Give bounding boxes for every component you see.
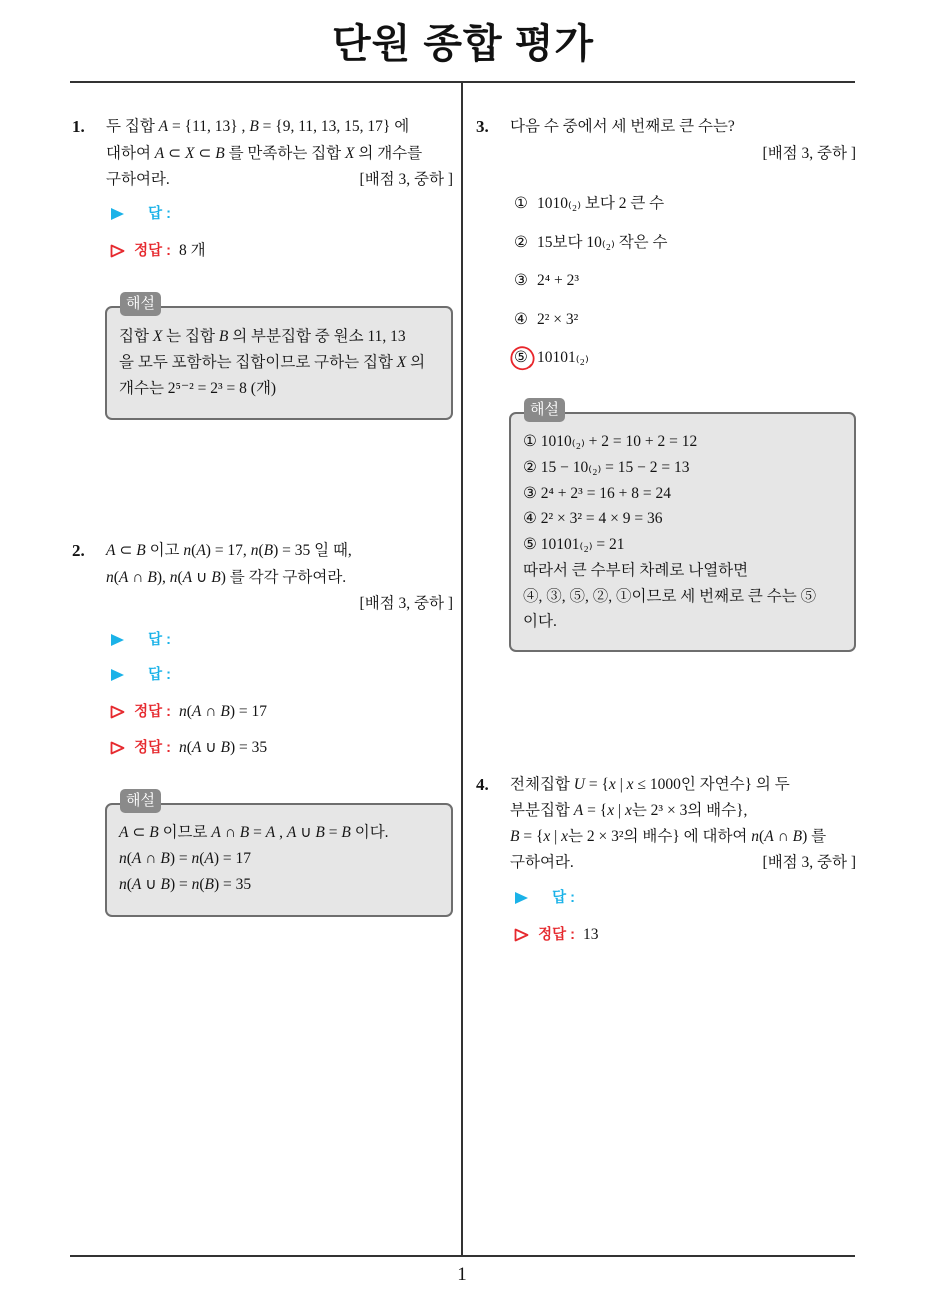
option-text: 2² × 3² bbox=[537, 310, 579, 328]
math-variable: x bbox=[543, 828, 551, 845]
math-variable: A bbox=[204, 850, 214, 867]
math-variable: B bbox=[220, 703, 230, 720]
outlined-triangle-icon bbox=[110, 741, 125, 755]
math-variable: B bbox=[215, 144, 225, 162]
correct-answer-label: 정답 : bbox=[538, 927, 575, 943]
math-variable: X bbox=[152, 328, 163, 345]
math-variable: n bbox=[119, 850, 127, 867]
problem-line: 부분집합 A = {x | x는 2³ × 3의 배수}, bbox=[510, 802, 748, 819]
problem-line bbox=[106, 167, 453, 194]
problem-text bbox=[106, 114, 453, 194]
math-variable: B bbox=[147, 568, 157, 586]
math-variable: A bbox=[158, 118, 169, 135]
math-variable: A bbox=[764, 828, 774, 845]
math-variable: B bbox=[263, 542, 274, 559]
problem-line bbox=[510, 850, 856, 876]
answer-label: 답 : bbox=[148, 667, 171, 683]
math-variable: B bbox=[220, 739, 230, 756]
math-variable: B bbox=[136, 542, 146, 559]
explanation-line: 개수는 2⁵⁻² = 2³ = 8 (개) bbox=[119, 380, 277, 397]
score-label: [배점 3, 중하 ] bbox=[762, 144, 856, 162]
score-label: [배점 3, 중하 ] bbox=[762, 854, 856, 871]
math-variable: A bbox=[131, 850, 142, 867]
math-variable: X bbox=[345, 144, 355, 162]
math-variable: A bbox=[265, 824, 276, 841]
answer-label: 답 : bbox=[148, 632, 171, 648]
math-variable: x bbox=[624, 802, 632, 819]
math-variable: A bbox=[119, 824, 129, 841]
option-4 bbox=[514, 307, 844, 346]
math-variable: A bbox=[286, 824, 297, 841]
title-rule bbox=[70, 81, 855, 83]
problem-line: B = {x | x는 2 × 3²의 배수} 에 대하여 n(A ∩ B) 를 bbox=[510, 828, 827, 845]
problem-line: 두 집합 A = {11, 13} , B = {9, 11, 13, 15, 17} 에 bbox=[106, 118, 410, 135]
problem-text bbox=[106, 538, 453, 618]
math-variable: A bbox=[118, 568, 129, 586]
math-variable: n bbox=[183, 542, 192, 559]
math-variable: B bbox=[149, 824, 159, 841]
column-divider bbox=[461, 82, 463, 1256]
problem-line: 전체집합 U = {x | x ≤ 1000인 자연수} 의 두 bbox=[510, 776, 790, 793]
problem-line: A ⊂ B 이고 n(A) = 17, n(B) = 35 일 때, bbox=[106, 542, 352, 559]
math-variable: B bbox=[239, 824, 250, 841]
math-variable: n bbox=[179, 703, 187, 720]
option-text: 1010₍₂₎ 보다 2 큰 수 bbox=[537, 195, 665, 212]
answer-options bbox=[514, 191, 844, 384]
option-marker: ④ bbox=[514, 310, 528, 328]
option-text: 15보다 10₍₂₎ 작은 수 bbox=[537, 233, 668, 251]
math-variable: n bbox=[191, 876, 200, 893]
math-variable: n bbox=[191, 850, 200, 867]
option-marker: ③ bbox=[514, 272, 528, 289]
problem-number: 4. bbox=[476, 775, 489, 794]
filled-triangle-icon bbox=[110, 633, 125, 647]
math-variable: n bbox=[179, 739, 187, 756]
score-label: [배점 3, 중하 ] bbox=[359, 595, 453, 612]
outlined-triangle-icon bbox=[514, 928, 529, 942]
option-marker: ① bbox=[514, 195, 528, 212]
explanation-box bbox=[105, 295, 453, 420]
correct-answer-row bbox=[514, 922, 844, 948]
math-variable: A bbox=[154, 144, 165, 162]
option-marker: ② bbox=[514, 233, 528, 251]
option-3 bbox=[514, 268, 844, 307]
answer-blank-row bbox=[110, 662, 440, 688]
math-variable: A bbox=[131, 876, 142, 893]
math-variable: n bbox=[106, 568, 114, 586]
math-variable: B bbox=[792, 828, 803, 845]
math-variable: n bbox=[119, 876, 127, 893]
math-variable: x bbox=[626, 776, 634, 793]
answer-label: 답 : bbox=[148, 206, 171, 222]
option-2 bbox=[514, 230, 844, 269]
problem-number: 3. bbox=[476, 117, 489, 136]
math-variable: B bbox=[160, 850, 170, 867]
math-variable: A bbox=[211, 824, 221, 841]
math-variable: B bbox=[249, 118, 259, 135]
answer-blank-row bbox=[110, 627, 440, 653]
math-variable: B bbox=[341, 824, 351, 841]
page-title: 단원 종합 평가 bbox=[331, 22, 595, 66]
option-marker: ⑤ bbox=[514, 349, 528, 366]
math-variable: A bbox=[182, 568, 193, 586]
option-5 bbox=[514, 345, 844, 384]
correct-answer-value: n(A ∪ B) = 35 bbox=[179, 739, 268, 756]
explanation-line: 따라서 큰 수부터 차례로 나열하면 bbox=[523, 561, 749, 579]
math-variable: x bbox=[608, 776, 616, 793]
math-variable: X bbox=[396, 354, 407, 371]
explanation-line: 집합 X 는 집합 B 의 부분집합 중 원소 11, 13 bbox=[119, 328, 406, 345]
math-variable: n bbox=[250, 542, 259, 559]
math-variable: U bbox=[573, 776, 585, 793]
math-variable: A bbox=[196, 542, 206, 559]
math-variable: A bbox=[106, 542, 116, 559]
correct-answer-row bbox=[110, 699, 440, 725]
correct-answer-label: 정답 : bbox=[134, 704, 171, 720]
math-variable: A bbox=[191, 739, 202, 756]
correct-answer-row bbox=[110, 735, 440, 761]
math-variable: n bbox=[751, 828, 760, 845]
problem-number: 2. bbox=[72, 541, 85, 560]
explanation-line: n(A ∪ B) = n(B) = 35 bbox=[119, 876, 252, 893]
math-variable: B bbox=[160, 876, 170, 893]
explanation-tab: 해설 bbox=[120, 789, 161, 813]
explanation-line: 을 모두 포함하는 집합이므로 구하는 집합 X 의 bbox=[119, 354, 426, 371]
filled-triangle-icon bbox=[514, 891, 529, 905]
option-text: 10101₍₂₎ bbox=[537, 349, 589, 366]
math-variable: X bbox=[185, 144, 195, 162]
math-variable: x bbox=[607, 802, 615, 819]
option-text: 2⁴ + 2³ bbox=[537, 272, 580, 289]
explanation-line: n(A ∩ B) = n(A) = 17 bbox=[119, 850, 252, 867]
outlined-triangle-icon bbox=[110, 244, 125, 258]
filled-triangle-icon bbox=[110, 207, 125, 221]
filled-triangle-icon bbox=[110, 668, 125, 682]
explanation-line: ③ 2⁴ + 2³ = 16 + 8 = 24 bbox=[523, 484, 672, 502]
correct-answer-label: 정답 : bbox=[134, 740, 171, 756]
option-1 bbox=[514, 191, 844, 230]
answer-label: 답 : bbox=[552, 890, 575, 906]
problem-line-text: 구하여라. bbox=[510, 854, 574, 871]
math-variable: B bbox=[218, 328, 229, 345]
explanation-line: A ⊂ B 이므로 A ∩ B = A , A ∪ B = B 이다. bbox=[119, 824, 389, 841]
correct-answer-value: 8 개 bbox=[179, 242, 206, 259]
score-label: [배점 3, 중하 ] bbox=[359, 171, 453, 188]
problem-number: 1. bbox=[72, 117, 85, 136]
explanation-box bbox=[509, 401, 856, 652]
explanation-line: ⑤ 10101₍₂₎ = 21 bbox=[523, 536, 625, 553]
math-variable: B bbox=[315, 824, 325, 841]
explanation-box bbox=[105, 792, 453, 917]
math-variable: B bbox=[204, 876, 215, 893]
explanation-tab: 해설 bbox=[524, 398, 565, 422]
problem-text bbox=[510, 772, 856, 876]
outlined-triangle-icon bbox=[110, 705, 125, 719]
math-variable: x bbox=[561, 828, 569, 845]
page-number: 1 bbox=[457, 1264, 467, 1285]
explanation-line: ④ 2² × 3² = 4 × 9 = 36 bbox=[523, 510, 663, 528]
correct-answer-value: 13 bbox=[583, 926, 599, 943]
explanation-line: ① 1010₍₂₎ + 2 = 10 + 2 = 12 bbox=[523, 433, 698, 450]
correct-answer-row bbox=[110, 238, 440, 264]
answer-blank-row bbox=[110, 201, 440, 227]
footer-rule bbox=[70, 1255, 855, 1257]
math-variable: n bbox=[169, 568, 178, 586]
correct-answer-label: 정답 : bbox=[134, 243, 171, 259]
problem-text bbox=[510, 114, 856, 167]
math-variable: A bbox=[573, 802, 584, 819]
problem-line-text: 구하여라. bbox=[106, 171, 170, 188]
explanation-tab: 해설 bbox=[120, 292, 161, 316]
explanation-line: ④, ③, ⑤, ②, ①이므로 세 번째로 큰 수는 ⑤ bbox=[523, 587, 817, 605]
explanation-line: 이다. bbox=[523, 613, 557, 631]
correct-answer-value: n(A ∩ B) = 17 bbox=[179, 703, 267, 720]
math-variable: B bbox=[510, 828, 520, 845]
math-variable: A bbox=[191, 703, 202, 720]
math-variable: B bbox=[211, 568, 221, 586]
explanation-line: ② 15 − 10₍₂₎ = 15 − 2 = 13 bbox=[523, 458, 690, 476]
problem-line: 대하여 A ⊂ X ⊂ B 를 만족하는 집합 X 의 개수를 bbox=[106, 144, 423, 162]
problem-line: 다음 수 중에서 세 번째로 큰 수는? bbox=[510, 118, 735, 135]
answer-blank-row bbox=[514, 885, 844, 911]
problem-line: n(A ∩ B), n(A ∪ B) 를 각각 구하여라. bbox=[106, 568, 347, 586]
